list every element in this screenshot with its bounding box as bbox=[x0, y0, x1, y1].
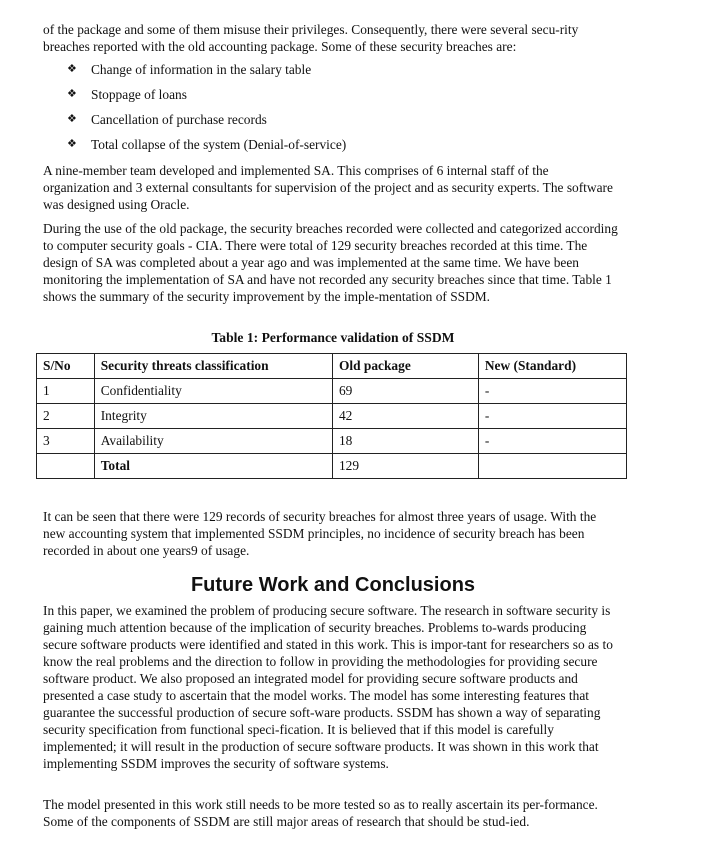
cell-total-label: Total bbox=[94, 454, 332, 479]
paragraph-results: It can be seen that there were 129 records of security breaches for almost three years of usage. With the new accounting system that implemented SSDM principles, no incidence of security breach has been recorded in about one years9 of usage. bbox=[43, 509, 597, 558]
cell-old: 42 bbox=[332, 404, 478, 429]
performance-table bbox=[36, 353, 627, 479]
table-row bbox=[37, 379, 627, 404]
list-item: ❖ Cancellation of purchase records bbox=[67, 112, 267, 127]
paragraph-intro: of the package and some of them misuse their privileges. Consequently, there were several secu-rity breaches reported with the old accounting package. Some of these security breaches are: bbox=[43, 22, 579, 54]
table-row bbox=[37, 429, 627, 454]
list-item: ❖ Stoppage of loans bbox=[67, 87, 187, 102]
table-row bbox=[37, 404, 627, 429]
paragraph-future-work: The model presented in this work still needs to be more tested so as to really ascertain its per-formance. Some of the components of SSDM are still major areas of research that should be stud-ied. bbox=[43, 797, 598, 829]
cell-classification: Confidentiality bbox=[94, 379, 332, 404]
paragraph-during: During the use of the old package, the security breaches recorded were collected and categorized according to computer security goals - CIA. There were total of 129 security breaches recorded at this time. The design of SA was completed about a year ago and was implemented at the same time. We have been monitoring the implementation of SA and have not recorded any security breaches since that time. Table 1 shows the summary of the security improvement by the imple-mentation of SSDM. bbox=[43, 221, 618, 304]
cell-new: - bbox=[478, 379, 626, 404]
cell-classification: Availability bbox=[94, 429, 332, 454]
table-header-row bbox=[37, 354, 627, 379]
cell-old: 18 bbox=[332, 429, 478, 454]
cell-old: 69 bbox=[332, 379, 478, 404]
diamond-bullet-icon: ❖ bbox=[67, 113, 77, 125]
header-sno: S/No bbox=[37, 354, 95, 379]
paragraph-team: A nine-member team developed and implemented SA. This comprises of 6 internal staff of the organization and 3 external consultants for supervision of the project and as security experts. The software was designed using Oracle. bbox=[43, 163, 613, 212]
section-heading: Future Work and Conclusions bbox=[190, 574, 476, 596]
diamond-bullet-icon: ❖ bbox=[67, 63, 77, 75]
header-old-package: Old package bbox=[332, 354, 478, 379]
cell-new: - bbox=[478, 404, 626, 429]
header-new-standard: New (Standard) bbox=[478, 354, 626, 379]
cell-sno-empty bbox=[37, 454, 95, 479]
cell-total-old: 129 bbox=[332, 454, 478, 479]
header-classification: Security threats classification bbox=[94, 354, 332, 379]
paragraph-conclusions: In this paper, we examined the problem of producing secure software. The research in software security is gaining much attention because of the implication of security breaches. Problems to-wards producing secure software products were identified and stated in this work. This is impor-tant for researchers so as to know the real problems and the direction to follow in providing the methodologies for providing secure software product. We also proposed an integrated model for providing secure software products and presented a case study to ascertain that the model works. The model has some interesting features that guarantee the successful production of secure soft-ware products. SSDM has shown a way of separating security specification from functional speci-fication. It is believed that if this model is carefully implemented; it will result in the production of secure software products. It was shown in this work that implementing SSDM improves the security of software systems. bbox=[43, 603, 613, 771]
cell-sno: 3 bbox=[37, 429, 95, 454]
cell-new: - bbox=[478, 429, 626, 454]
list-item: ❖ Change of information in the salary table bbox=[67, 62, 312, 77]
cell-classification: Integrity bbox=[94, 404, 332, 429]
table-caption: Table 1: Performance validation of SSDM bbox=[211, 330, 455, 345]
table-total-row bbox=[37, 454, 627, 479]
list-item: ❖ Total collapse of the system (Denial-of-service) bbox=[67, 137, 347, 152]
cell-total-new bbox=[478, 454, 626, 479]
diamond-bullet-icon: ❖ bbox=[67, 88, 77, 100]
breach-list bbox=[67, 61, 346, 161]
cell-sno: 1 bbox=[37, 379, 95, 404]
diamond-bullet-icon: ❖ bbox=[67, 138, 77, 150]
cell-sno: 2 bbox=[37, 404, 95, 429]
